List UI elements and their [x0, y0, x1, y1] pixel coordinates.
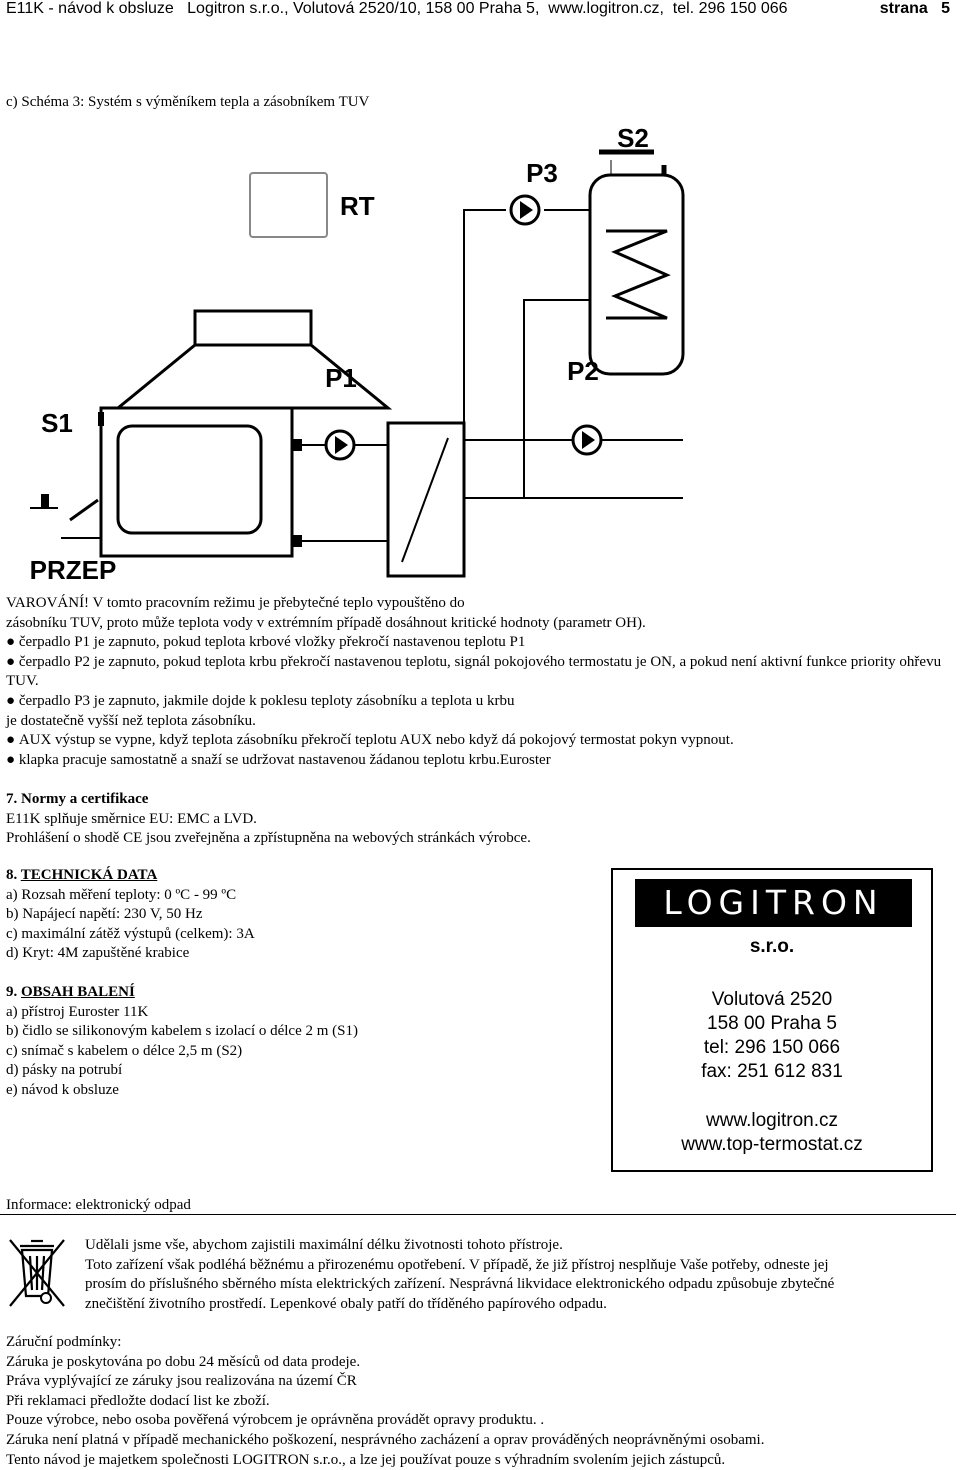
warranty-line: Záruka není platná v případě mechanického poškození, nesprávného zacházení a oprav prováděných neoprávněnými osobami.	[6, 1431, 765, 1448]
header-left: E11K - návod k obsluze Logitron s.r.o., Volutová 2520/10, 158 00 Praha 5, www.logitron.cz, tel. 296 150 066	[6, 0, 788, 17]
package-item: e) návod k obsluze	[6, 1081, 119, 1098]
package-section	[6, 983, 358, 1101]
bullet-p3: ● čerpadlo P3 je zapnuto, jakmile dojde k poklesu teploty zásobníku a teplota u krbu	[6, 692, 956, 712]
label-s1: S1	[41, 408, 73, 438]
pump-p3-icon	[511, 196, 539, 224]
room-thermostat-icon	[250, 173, 327, 237]
label-s2: S2	[617, 123, 649, 153]
waste-line: Udělali jsme vše, abychom zajistili maximální délku životnosti tohoto přístroje.	[85, 1237, 563, 1253]
label-rt: RT	[340, 191, 375, 221]
norms-line-2: Prohlášení o shodě CE jsou zveřejněna a zpřístupněna na webových stránkách výrobce.	[6, 830, 531, 847]
company-website-link[interactable]: www.top-termostat.cz	[681, 1134, 863, 1155]
waste-heading: Informace: elektronický odpad	[6, 1197, 191, 1213]
company-suffix: s.r.o.	[749, 936, 795, 957]
scheme-title: c) Schéma 3: Systém s výměníkem tepla a zásobníkem TUV	[6, 94, 370, 110]
sensor-s1-icon	[98, 412, 104, 426]
warranty-line: Při reklamaci předložte dodací list ke zboží.	[6, 1392, 270, 1409]
warranty-line: Práva vyplývající ze záruky jsou realizována na území ČR	[6, 1373, 357, 1390]
tech-item: a) Rozsah měření teploty: 0 ºC - 99 ºC	[6, 886, 237, 903]
company-info-box	[611, 868, 933, 1172]
label-p3: P3	[526, 158, 558, 188]
norms-line-1: E11K splňuje směrnice EU: EMC a LVD.	[6, 810, 257, 827]
company-address-line: Volutová 2520	[711, 989, 833, 1010]
label-p1: P1	[325, 363, 357, 393]
heating-schema-diagram	[0, 120, 700, 590]
page-number: strana 5	[879, 0, 950, 17]
tech-heading: 8. TECHNICKÁ DATA	[6, 867, 158, 883]
tech-item: b) Napájecí napětí: 230 V, 50 Hz	[6, 906, 203, 923]
package-item: b) čidlo se silikonovým kabelem s izolací o délce 2 m (S1)	[6, 1023, 359, 1040]
warranty-section	[6, 1333, 956, 1470]
bullet-damper: ● klapka pracuje samostatně a snaží se udržovat nastavenou žádanou teplotu krbu.Euroster	[6, 751, 956, 771]
tech-item: c) maximální zátěž výstupů (celkem): 3A	[6, 925, 255, 942]
norms-section	[6, 790, 531, 849]
company-website-link[interactable]: www.logitron.cz	[706, 1110, 838, 1131]
warranty-line: Tento návod je majetkem společnosti LOGITRON s.r.o., a lze jej používat pouze s výhradním svolením jejich zástupců.	[6, 1451, 726, 1468]
company-address-line: 158 00 Praha 5	[707, 1013, 837, 1034]
crossed-out-wheelie-bin-icon	[6, 1232, 68, 1310]
bullet-p2: ● čerpadlo P2 je zapnuto, pokud teplota krbu překročí nastavenou teplotu, signál pokojového termostatu je ON, a pokud není aktivní funkce priority ohřevu TUV.	[6, 653, 956, 692]
bullet-p1: ● čerpadlo P1 je zapnuto, pokud teplota krbové vložky překročí nastavenou teplotu P1	[6, 633, 956, 653]
label-przep: PRZEP	[29, 555, 117, 585]
package-item: d) pásky na potrubí	[6, 1062, 123, 1079]
company-fax: fax: 251 612 831	[701, 1061, 843, 1082]
bullet-aux: ● AUX výstup se vypne, když teplota zásobníku překročí teplotu AUX nebo když dá pokojový termostat pokyn vypnout.	[6, 731, 956, 751]
warranty-heading: Záruční podmínky:	[6, 1334, 122, 1350]
warranty-line: Pouze výrobce, nebo osoba pověřená výrobcem je oprávněna provádět opravy produktu. .	[6, 1412, 545, 1429]
package-item: c) snímač s kabelem o délce 2,5 m (S2)	[6, 1042, 243, 1059]
page-header	[6, 0, 956, 22]
waste-line: znečištění životního prostředí. Lepenkové obaly patří do tříděného papírového odpadu.	[85, 1295, 607, 1312]
pump-p1-icon	[326, 431, 354, 459]
tech-item: d) Kryt: 4M zapuštěné krabice	[6, 945, 190, 962]
norms-heading: 7. Normy a certifikace	[6, 791, 149, 807]
tech-data-section	[6, 866, 255, 964]
warranty-line: Záruka je poskytována po dobu 24 měsíců od data prodeje.	[6, 1353, 361, 1370]
divider	[0, 1214, 956, 1215]
waste-text	[85, 1236, 955, 1314]
label-p2: P2	[567, 356, 599, 386]
package-heading: 9. OBSAH BALENÍ	[6, 984, 135, 1000]
warning-line-1: VAROVÁNÍ! V tomto pracovním režimu je přebytečné teplo vypouštěno do	[6, 595, 465, 611]
package-item: a) přístroj Euroster 11K	[6, 1003, 149, 1020]
waste-line: prosím do příslušného sběrného místa elektrických zařízení. Nesprávná likvidace elektronického odpadu způsobuje zbytečné	[85, 1276, 835, 1293]
warning-line-2: zásobníku TUV, proto může teplota vody v extrémním případě dosáhnout kritické hodnoty (parametr OH).	[6, 614, 646, 631]
bullet-p3-continuation: je dostatečně vyšší než teplota zásobníku.	[6, 712, 256, 729]
company-phone: tel: 296 150 066	[703, 1037, 841, 1058]
waste-line: Toto zařízení však podléhá běžnému a přirozenému opotřebení. V případě, že již přístroj nesplňuje Vaše potřeby, odneste jej	[85, 1256, 829, 1273]
pump-p2-icon	[573, 426, 601, 454]
company-logo: LOGITRON	[635, 879, 912, 927]
warning-section	[6, 594, 956, 770]
